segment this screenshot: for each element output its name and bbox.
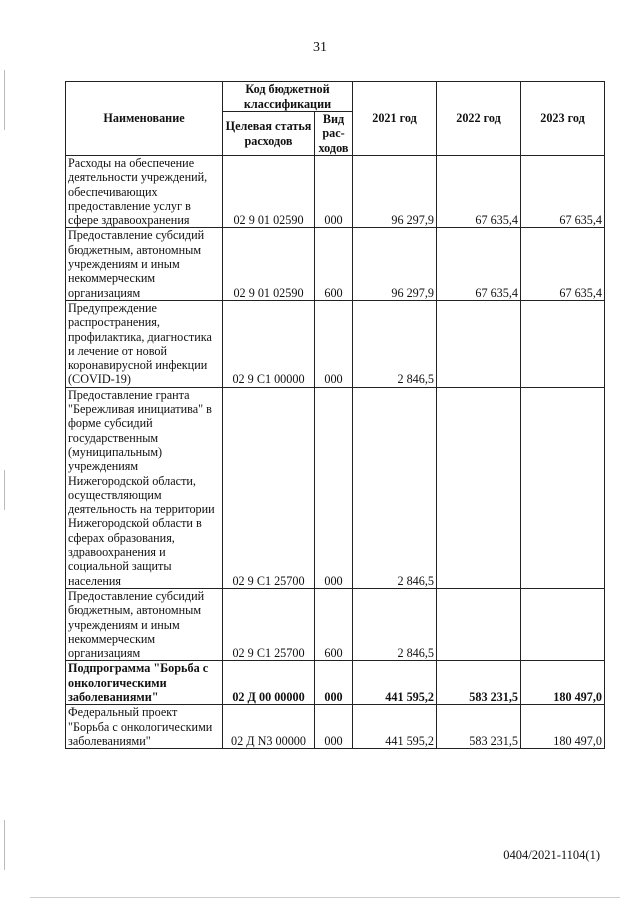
row-expense-type: 600 <box>315 228 353 300</box>
row-value-2021: 2 846,5 <box>353 300 437 387</box>
row-expense-type: 000 <box>315 661 353 705</box>
table-row <box>66 588 605 660</box>
row-value-2022: 583 231,5 <box>437 661 521 705</box>
header-target-article: Целевая статья расходов <box>223 112 315 156</box>
row-value-2022 <box>437 300 521 387</box>
row-name: Федеральный проект "Борьба с онкологическими заболеваниями" <box>66 705 223 749</box>
row-name: Подпрограмма "Борьба с онкологическими заболеваниями" <box>66 661 223 705</box>
row-target-article: 02 9 С1 00000 <box>223 300 315 387</box>
row-value-2021: 96 297,9 <box>353 156 437 228</box>
row-value-2023: 67 635,4 <box>521 156 605 228</box>
row-value-2023 <box>521 300 605 387</box>
row-expense-type: 000 <box>315 387 353 588</box>
row-target-article: 02 Д N3 00000 <box>223 705 315 749</box>
margin-mark <box>4 820 5 870</box>
row-value-2023: 67 635,4 <box>521 228 605 300</box>
document-code: 0404/2021-1104(1) <box>503 848 600 862</box>
row-target-article: 02 9 01 02590 <box>223 156 315 228</box>
row-expense-type: 000 <box>315 705 353 749</box>
table-body <box>66 156 605 749</box>
table-row <box>66 228 605 300</box>
row-value-2021: 2 846,5 <box>353 387 437 588</box>
row-expense-type: 000 <box>315 300 353 387</box>
row-value-2021: 96 297,9 <box>353 228 437 300</box>
row-value-2022: 583 231,5 <box>437 705 521 749</box>
row-target-article: 02 9 С1 25700 <box>223 588 315 660</box>
row-value-2022 <box>437 387 521 588</box>
row-name: Предоставление гранта "Бережливая инициатива" в форме субсидий государственным (муниципальным) учреждениям Нижегородской области, осуществляющим деятельность на территории Нижегородской области в сферах образования, здравоохранения и социальной защиты населения <box>66 387 223 588</box>
budget-table <box>65 81 605 749</box>
row-value-2021: 2 846,5 <box>353 588 437 660</box>
row-name: Предоставление субсидий бюджетным, автономным учреждениям и иным некоммерческим организациям <box>66 588 223 660</box>
margin-mark <box>4 470 5 510</box>
header-year-2022: 2022 год <box>437 82 521 156</box>
header-name: Наименование <box>66 82 223 156</box>
row-expense-type: 600 <box>315 588 353 660</box>
header-expense-type: Вид рас-ходов <box>315 112 353 156</box>
row-value-2023: 180 497,0 <box>521 661 605 705</box>
header-year-2021: 2021 год <box>353 82 437 156</box>
bottom-rule <box>30 897 620 898</box>
header-code-group: Код бюджетной классификации <box>223 82 353 112</box>
row-expense-type: 000 <box>315 156 353 228</box>
row-name: Предупреждение распространения, профилактика, диагностика и лечение от новой коронавирусной инфекции (COVID-19) <box>66 300 223 387</box>
table-row <box>66 300 605 387</box>
page-number: 31 <box>313 40 327 55</box>
row-target-article: 02 9 С1 25700 <box>223 387 315 588</box>
header-year-2023: 2023 год <box>521 82 605 156</box>
table-row <box>66 661 605 705</box>
row-value-2022: 67 635,4 <box>437 228 521 300</box>
row-name: Расходы на обеспечение деятельности учреждений, обеспечивающих предоставление услуг в сфере здравоохранения <box>66 156 223 228</box>
row-name: Предоставление субсидий бюджетным, автономным учреждениям и иным некоммерческим организациям <box>66 228 223 300</box>
row-value-2023 <box>521 588 605 660</box>
margin-mark <box>4 70 5 130</box>
row-value-2023: 180 497,0 <box>521 705 605 749</box>
row-value-2022: 67 635,4 <box>437 156 521 228</box>
row-value-2023 <box>521 387 605 588</box>
row-target-article: 02 9 01 02590 <box>223 228 315 300</box>
row-target-article: 02 Д 00 00000 <box>223 661 315 705</box>
row-value-2021: 441 595,2 <box>353 705 437 749</box>
table-row <box>66 705 605 749</box>
table-row <box>66 156 605 228</box>
row-value-2021: 441 595,2 <box>353 661 437 705</box>
table-row <box>66 387 605 588</box>
row-value-2022 <box>437 588 521 660</box>
